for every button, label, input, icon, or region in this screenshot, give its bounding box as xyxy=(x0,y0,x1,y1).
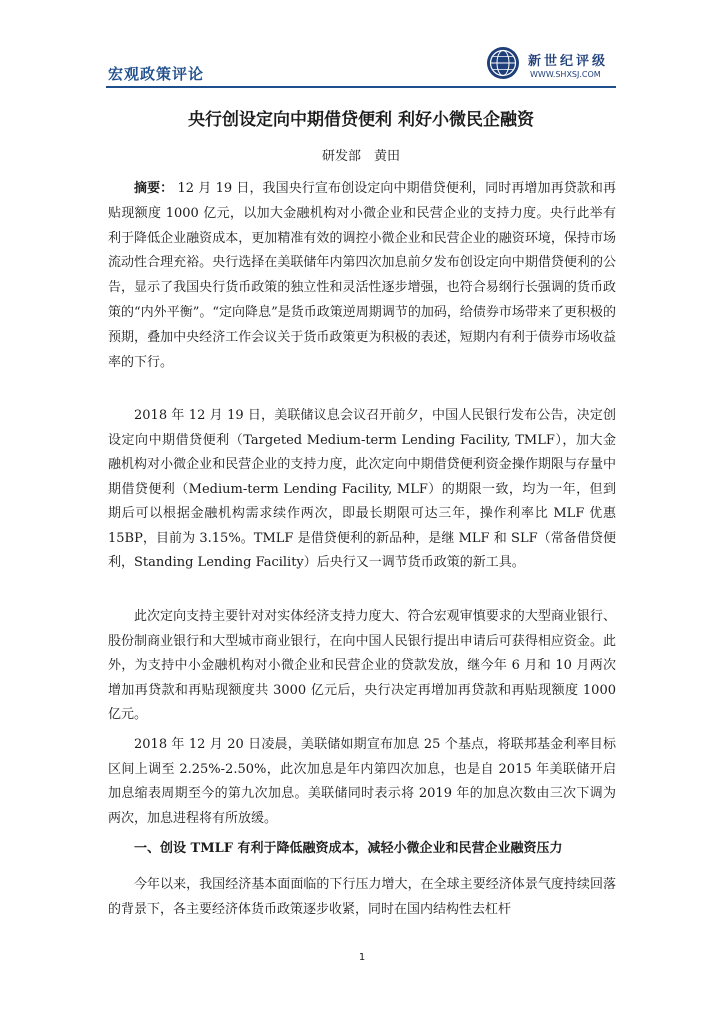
report-category: 宏观政策评论 xyxy=(108,65,205,83)
body-paragraph-2: 此次定向支持主要针对对实体经济支持力度大、符合宏观审慎要求的大型商业银行、股份制商业银行和大型城市商业银行，在向中国人民银行提出申请后可获得相应资金。此外，为支持中小金融机构对小微企业和民营企业的贷款发放，继今年 6 月和 10 月两次增加再贷款和再贴现额度共 3000 亿元后，央行决定再增加再贷款和再贴现额度 1000 亿元。 xyxy=(108,609,616,722)
page-number: 1 xyxy=(358,952,366,963)
header-divider xyxy=(106,86,616,88)
page-title: 央行创设定向中期借贷便利 利好小微民企融资 xyxy=(188,110,534,130)
author-line: 研发部 黄田 xyxy=(321,149,400,164)
body-paragraph-3: 2018 年 12 月 20 日凌晨，美联储如期宣布加息 25 个基点，将联邦基金利率目标区间上调至 2.25%-2.50%，此次加息是年内第四次加息，也是自 2015 年美联储开启加息缩表周期至今的第九次加息。美联储同时表示将 2019 年的加息次数由三次下调为两次，加息进程将有所放缓。 xyxy=(108,737,616,826)
abstract-label: 摘要： xyxy=(134,181,174,196)
brand-name: 新世纪评级 xyxy=(528,54,609,69)
abstract xyxy=(108,177,616,375)
brand-url: WWW.SHXSJ.COM xyxy=(530,70,601,79)
section-1-paragraph: 今年以来，我国经济基本面面临的下行压力增大，在全球主要经济体景气度持续回落的背景下，各主要经济体货币政策逐步收紧，同时在国内结构性去杠杆 xyxy=(108,877,616,917)
section-heading-1: 一、创设 TMLF 有利于降低融资成本，减轻小微企业和民营企业融资压力 xyxy=(134,841,563,856)
brand-logo-icon xyxy=(486,46,520,80)
body-paragraph-1: 2018 年 12 月 19 日，美联储议息会议召开前夕，中国人民银行发布公告，决定创设定向中期借贷便利（Targeted Medium-term Lending Facility, TMLF），加大金融机构对小微企业和民营企业的支持力度，此次定向中期借贷便利资金操作期限与存量中期借贷便利（Medium-term Lending Facility, MLF）的期限一致，均为一年，但到期后可以根据金融机构需求续作两次，即最长期限可达三年，操作利率比 MLF 优惠 15BP，目前为 3.15%。TMLF 是借贷便利的新品种，是继 MLF 和 SLF（常备借贷便利，Standing Lending Facility）后央行又一调节货币政策的新工具。 xyxy=(108,408,616,570)
abstract-text: 12 月 19 日，我国央行宣布创设定向中期借贷便利，同时再增加再贷款和再贴现额度 1000 亿元，以加大金融机构对小微企业和民营企业的支持力度。央行此举有利于降低企业融资成本，更加精准有效的调控小微企业和民营企业的融资环境，保持市场流动性合理充裕。央行选择在美联储年内第四次加息前夕发布创设定向中期借贷便利的公告，显示了我国央行货币政策的独立性和灵活性逐步增强，也符合易纲行长强调的货币政策的“内外平衡”。“定向降息”是货币政策逆周期调节的加码，给债券市场带来了更积极的预期，叠加中央经济工作会议关于货币政策更为积极的表述，短期内有利于债券市场收益率的下行。 xyxy=(108,181,616,370)
